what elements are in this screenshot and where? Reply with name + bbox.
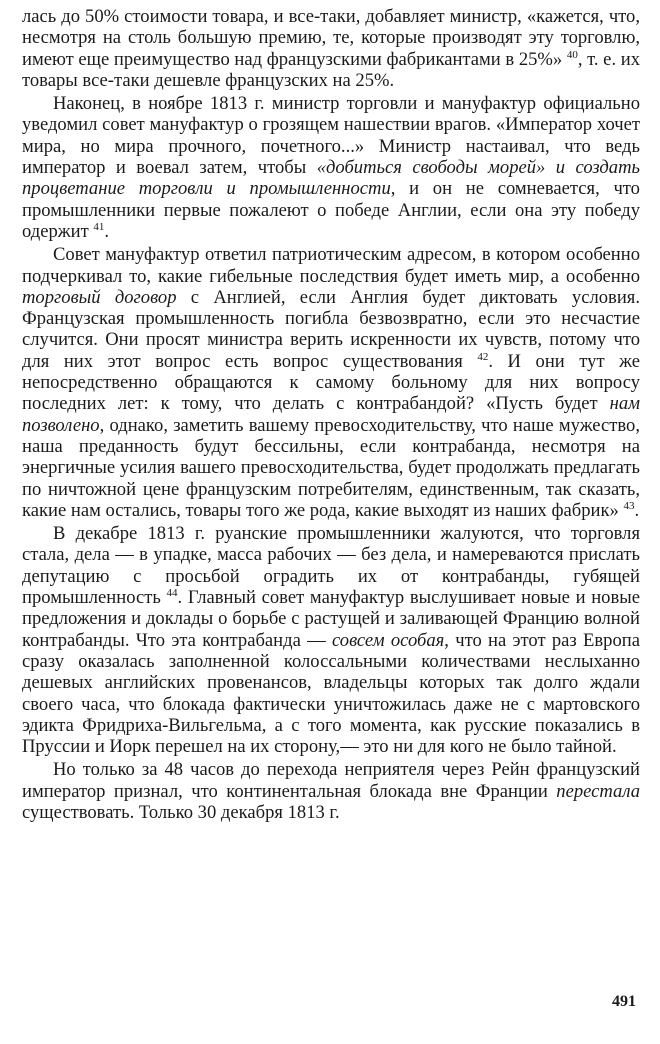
document-page (22, 6, 640, 823)
paragraph-2: Наконец, в ноябре 1813 г. министр торговли и мануфактур официально уведомил совет мануфактур о грозящем нашествии врагов. «Император хочет мира, но мира прочного, почетного...» Министр настаивал, что ведь император и воевал затем, чтобы «добиться свободы морей» и создать процветание торговли и промышленности, и он не сомневается, что промышленники первые пожалеют о победе Англии, если она эту победу одержит $^{41}$. (22, 93, 640, 242)
paragraph-1: лась до 50% стоимости товара, и все-таки, добавляет министр, «кажется, что, несмотря на столь большую премию, те, которые производят эту торговлю, имеют еще преимущество над французскими фабрикантами в 25%» $^{40}$, т. е. их товары все-таки дешевле французских на 25%. (22, 6, 640, 91)
paragraph-5: Но только за 48 часов до перехода неприятеля через Рейн французский император признал, что континентальная блокада вне Франции перестала существовать. Только 30 декабря 1813 г. (22, 759, 640, 823)
paragraph-4: В декабре 1813 г. руанские промышленники жалуются, что торговля стала, дела — в упадке, масса рабочих — без дела, и намереваются прислать депутацию с просьбой оградить их от контрабанды, губящей промышленность $^{44}$. Главный совет мануфактур выслушивает новые и новые предложения и доклады о борьбе с растущей и заливающей Францию волной контрабанды. Что эта контрабанда — совсем особая, что на этот раз Европа сразу оказалась заполненной колоссальными количествами неслыханно дешевых английских провенансов, владельцы которых так долго ждали своего часа, что блокада фактически уничтожилась даже не с мартовского эдикта Фридриха-Вильгельма, а с того момента, как русские показались в Пруссии и Иорк перешел на их сторону,— это ни для кого не было тайной. (22, 523, 640, 758)
paragraph-3: Совет мануфактур ответил патриотическим адресом, в котором особенно подчеркивал то, какие гибельные последствия будет иметь мир, а особенно торговый договор с Англией, если Англия будет диктовать условия. Французская промышленность погибла безвозвратно, если это несчастие случится. Они просят министра верить искренности их чувств, потому что для них этот вопрос есть вопрос существования $^{42}$. И они тут же непосредственно обращаются к самому больному для них вопросу последних лет: к тому, что делать с контрабандой? «Пусть будет нам позволено, однако, заметить вашему превосходительству, что наше мужество, наша преданность будут бессильны, если контрабанда, несмотря на энергичные усилия вашего превосходительства, будет продолжать предлагать по ничтожной цене французским потребителям, единственным, так сказать, какие нам остались, товары того же рода, какие выходят из наших фабрик» $^{43}$. (22, 244, 641, 521)
page-number: 491 (612, 993, 636, 1010)
